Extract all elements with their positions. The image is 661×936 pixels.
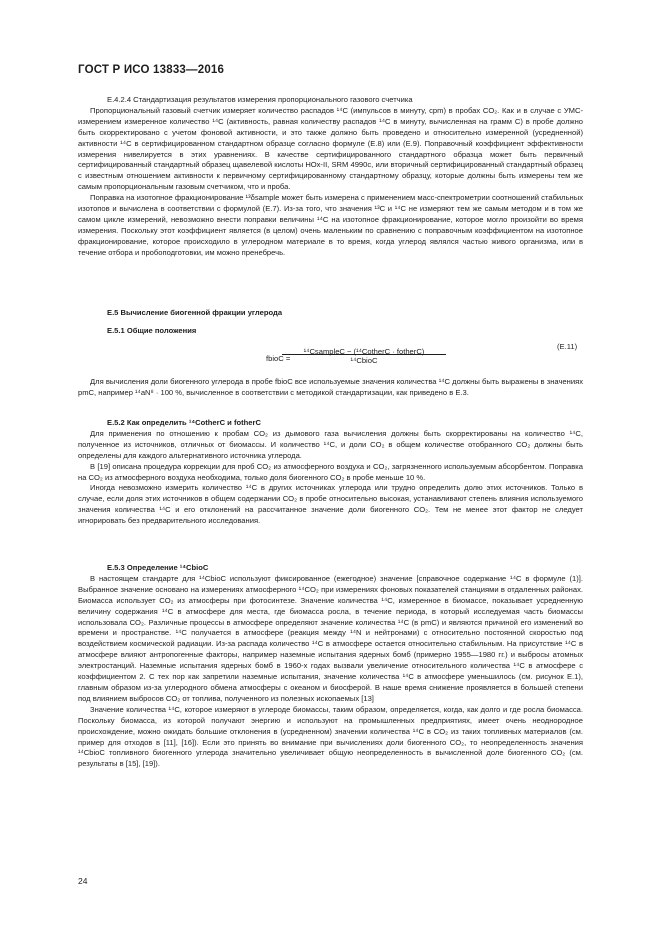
section-e52 bbox=[78, 418, 583, 527]
formula-numerator: ¹⁴CsampleC − (¹⁴CotherC · fotherC) bbox=[303, 347, 425, 356]
section-e52-paragraph-1: Для применения по отношению к пробам CO₂ из дымового газа вычисления должны быть скорректированы на количество ¹⁴С, полученное из источников, отличных от биомассы. И количество ¹⁴С, и доли CO₂ в общем количестве отобранного CO₂ должны быть определены для каждого альтернативного источника углерода. bbox=[78, 428, 583, 460]
section-e424-heading: Е.4.2.4 Стандартизация результатов измерения пропорционального газового счетчика bbox=[107, 95, 413, 104]
section-e53-heading: Е.5.3 Определение ¹⁴CbioC bbox=[107, 563, 209, 572]
document-header: ГОСТ Р ИСО 13833—2016 bbox=[78, 64, 225, 76]
section-e5 bbox=[78, 308, 583, 319]
section-e51-paragraph-1: Для вычисления доли биогенного углерода в пробе fbioC все используемые значения количества ¹⁴С должны быть выражены в значениях pmC, например ¹⁴aN⁸ · 100 %, вычисленное в соответствии с методикой стандартизации, как приведено в Е.3. bbox=[78, 377, 583, 397]
section-e51-body bbox=[78, 377, 583, 399]
formula-denominator: ¹⁴CbioC bbox=[282, 354, 446, 365]
section-e53-paragraph-2: Значение количества ¹⁴С, которое измеряют в углероде биомассы, таким образом, определяется, когда, как долго и где росла биомасса. Поскольку биомасса, из которой получают энергию и используют на промышленных предприятиях, имеет очень неоднородное происхождение, можно ожидать большие отклонения в (усредненном) значении количества ¹⁴С в CO₂ из таких топливных материалов (см. пример для отходов в [11], [16]). Если это принять во внимание при вычислениях доли биогенного CO₂, то неопределенность значения ¹⁴CbioC топливного биогенного углерода значительно увеличивает общую неопределенность в вычисленной доле биогенного CO₂ (см. результаты в [15], [19]). bbox=[78, 704, 583, 769]
section-e424 bbox=[78, 95, 583, 259]
section-e52-paragraph-3: Иногда невозможно измерить количество ¹⁴С в других источниках углерода или трудно определить долю этих источников. Только в случае, если доля этих источников в общем содержании CO₂ в пробе относительно высокая, устанавливают степень влияния используемого значения количества ¹⁴С и его отклонений на рассчитанное значение доли биогенного CO₂. Тем не менее этот фактор не следует игнорировать без предварительного исследования. bbox=[78, 483, 583, 526]
section-e53-paragraph-1: В настоящем стандарте для ¹⁴CbioC используют фиксированное (ежегодное) значение [справочное содержание ¹⁴С в формуле (1)]. Выбранное значение основано на измерениях атмосферного ¹⁴CO₂ при измерениях фоновых показателей станциями в отдаленных районах. Биомасса использует CO₂ из атмосферы при фотосинтезе. Значение количества ¹⁴С, измеренное в биомассе, показывает усредненную величину содержания ¹⁴С в атмосфере для места, где биомасса росла, в течение периода, в который исследуемая часть биомассы использовала CO₂. Различные процессы в атмосфере определяют значение количества ¹⁴С (в pmC) и являются причиной его изменений во времени и пространстве. ¹⁴С получается в атмосфере (реакция между ¹⁴N и нейтронами) с относительно постоянной скоростью под воздействием космической радиации. Из-за распада количество ¹⁴С в атмосфере остается относительно стабильным. На присутствие ¹⁴С в атмосфере влияют антропогенные факторы, например наземные испытания ядерных бомб (примерно 1955—1980 гг.) и выбросы атомных электростанций. Наземные испытания ядерных бомб в 1960-х годах вызвали увеличение относительного количества ¹⁴С в атмосфере с коэффициентом 2. С тех пор как запретили наземные испытания, значение количества ¹⁴С в атмосфере уменьшилось (см. рисунок Е.1), главным образом из-за углеродного обмена атмосферы с океаном и биосферой. В наше время снижение проявляется в большей степени под влиянием выбросов CO₂ от топлива, полученного из полезных ископаемых [13] bbox=[78, 573, 583, 703]
formula-e11 bbox=[266, 345, 446, 365]
section-e52-heading: Е.5.2 Как определить ¹⁴CotherC и fotherC bbox=[107, 418, 261, 427]
section-e424-paragraph-2: Поправка на изотопное фракционирование ¹³δsample может быть измерена с применением масс-спектрометрии соотношений стабильных изотопов и вычислена в соответствии с формулой (Е.7). Из-за того, что значения ¹³С и ¹⁴С не измеряют тем же самым методом и в том же самом цикле измерений, невозможно внести поправки величины ¹⁴С на изотопное фракционирование, которое могло произойти во время измерения. Поскольку этот коэффициент является (в целом) очень маленьким по сравнению с поправочным коэффициентом на изотопное фракционирование, которое происходило в углеродном материале в то время, когда углерод являлся частью живого организма, или в течение отбора и пробоподготовки, им можно пренебречь. bbox=[78, 193, 583, 257]
formula-lhs: fbioC = bbox=[266, 354, 291, 363]
section-e424-paragraph-1: Пропорциональный газовый счетчик измеряет количество распадов ¹⁴С (импульсов в минуту, cpm) в пробах CO₂. Как и в случае с УМС-измерением измеренное количество ¹⁴С (активность, равная количеству распадов ¹⁴С в минуту, вычисленная на грамм С) в пробе должно быть скорректировано с учетом фоновой активности, и это также должно быть проведено и относительно измеренной (усредненной) активности ¹⁴С в сертифицированном стандартном образце согласно формуле (Е.8) или (Е.9). Поправочный коэффициент эффективности измерения нивелируется в этих уравнениях. В качестве сертифицированного стандартного образца может быть первичный сертифицированный стандартный образец щавелевой кислоты НОх-II, SRM 4990c, или вторичный сертифицированный стандартный образец с известным отношением активности к первичному сертифицированному стандартному образцу, которые должны быть измерены тем же самым пропорциональным газовым счетчиком, что и проба. bbox=[78, 105, 583, 192]
section-e51 bbox=[78, 326, 583, 337]
section-e51-heading: Е.5.1 Общие положения bbox=[107, 326, 197, 335]
formula-number: (Е.11) bbox=[557, 342, 578, 351]
section-e53 bbox=[78, 563, 583, 770]
section-e52-paragraph-2: В [19] описана процедура коррекции для проб CO₂ из атмосферного воздуха и CO₂, загрязненного используемым абсорбентом. Поправка на CO₂ из атмосферного воздуха необходима, только доля биогенного CO₂ в пробе меньше 10 %. bbox=[78, 461, 583, 482]
section-e5-heading: Е.5 Вычисление биогенной фракции углерода bbox=[107, 308, 283, 317]
page-number: 24 bbox=[78, 876, 88, 886]
